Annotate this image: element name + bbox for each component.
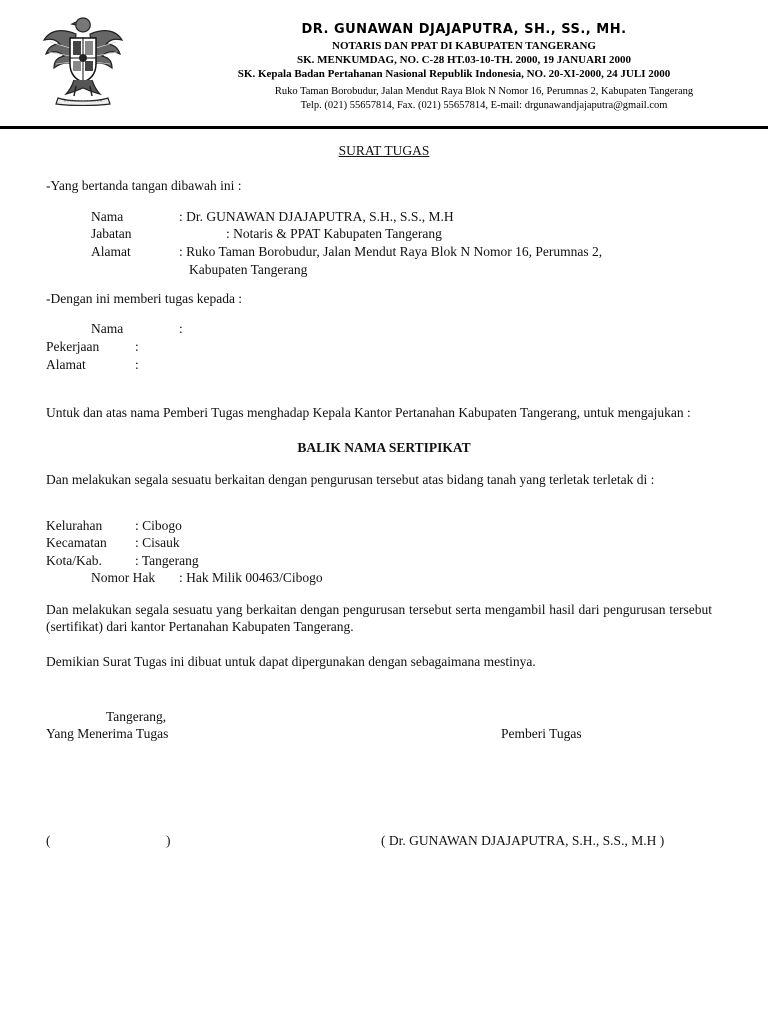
signer-alamat-value-2: Kabupaten Tangerang [189, 262, 308, 277]
kecamatan-label: Kecamatan [46, 535, 107, 550]
giver-signature-name: ( Dr. GUNAWAN DJAJAPUTRA, S.H., S.S., M.H ) [381, 833, 665, 848]
office-address: Ruko Taman Borobudur, Jalan Mendut Raya Blok N Nomor 16, Perumnas 2, Kabupaten Tangerang [274, 86, 694, 97]
signer-alamat-value-1: : Ruko Taman Borobudur, Jalan Mendut Raya Blok N Nomor 16, Perumnas 2, [179, 244, 603, 259]
kota-value: : Tangerang [135, 553, 199, 568]
purpose-paragraph: Untuk dan atas nama Pemberi Tugas menghadap Kepala Kantor Pertanahan Kabupaten Tangerang, untuk mengajukan : [46, 405, 691, 420]
assign-intro: -Dengan ini memberi tugas kepada : [46, 291, 243, 306]
signer-alamat-label: Alamat [91, 244, 131, 259]
office-contact: Telp. (021) 55657814, Fax. (021) 55657814, E-mail: drgunawandjajaputra@gmail.com [300, 100, 668, 111]
assignee-alamat-label: Alamat [46, 357, 86, 372]
signer-nama-value: : Dr. GUNAWAN DJAJAPUTRA, S.H., S.S., M.H [179, 209, 454, 224]
kelurahan-label: Kelurahan [46, 518, 103, 533]
assignee-nama-label: Nama [91, 321, 124, 336]
notary-title: NOTARIS DAN PPAT DI KABUPATEN TANGERANG [332, 40, 596, 52]
decree-line-2: SK. Kepala Badan Pertahanan Nasional Republik Indonesia, NO. 20-XI-2000, 24 JULI 2000 [237, 68, 671, 80]
kelurahan-value: : Cibogo [135, 518, 182, 533]
closing-action-paragraph: Dan melakukan segala sesuatu yang berkaitan dengan pengurusan tersebut serta mengambil hasil dari pengurusan tersebut (sertifikat) dari kantor Pertanahan Kabupaten Tangerang. [46, 602, 712, 634]
signer-jabatan-label: Jabatan [91, 226, 132, 241]
kecamatan-value: : Cisauk [135, 535, 180, 550]
location-intro: Dan melakukan segala sesuatu berkaitan dengan pengurusan tersebut atas bidang tanah yang terletak terletak di : [46, 472, 655, 487]
giver-label: Pemberi Tugas [501, 726, 582, 741]
notary-name-header: DR. GUNAWAN DJAJAPUTRA, SH., SS., MH. [301, 22, 627, 37]
assignee-alamat-colon: : [135, 357, 139, 372]
decree-line-1: SK. MENKUMDAG, NO. C-28 HT.03-10-TH. 2000, 19 JANUARI 2000 [296, 54, 632, 66]
signer-nama-label: Nama [91, 209, 124, 224]
receiver-signature-close: ) [166, 833, 171, 848]
subject-title: BALIK NAMA SERTIPIKAT [297, 440, 471, 455]
nomor-hak-label: Nomor Hak [91, 570, 156, 585]
receiver-label: Yang Menerima Tugas [46, 726, 169, 741]
kota-label: Kota/Kab. [46, 553, 102, 568]
assignee-pekerjaan-colon: : [135, 339, 139, 354]
receiver-signature-open: ( [46, 833, 51, 848]
signature-place: Tangerang, [106, 709, 167, 724]
assignee-pekerjaan-label: Pekerjaan [46, 339, 100, 354]
header-divider [0, 126, 768, 129]
signer-intro: -Yang bertanda tangan dibawah ini : [46, 178, 242, 193]
nomor-hak-value: : Hak Milik 00463/Cibogo [179, 570, 323, 585]
signer-jabatan-value: : Notaris & PPAT Kabupaten Tangerang [226, 226, 442, 241]
document-heading: SURAT TUGAS [338, 143, 430, 158]
assignee-nama-colon: : [179, 321, 183, 336]
closing-statement: Demikian Surat Tugas ini dibuat untuk dapat dipergunakan dengan sebagaimana mestinya. [46, 654, 536, 669]
